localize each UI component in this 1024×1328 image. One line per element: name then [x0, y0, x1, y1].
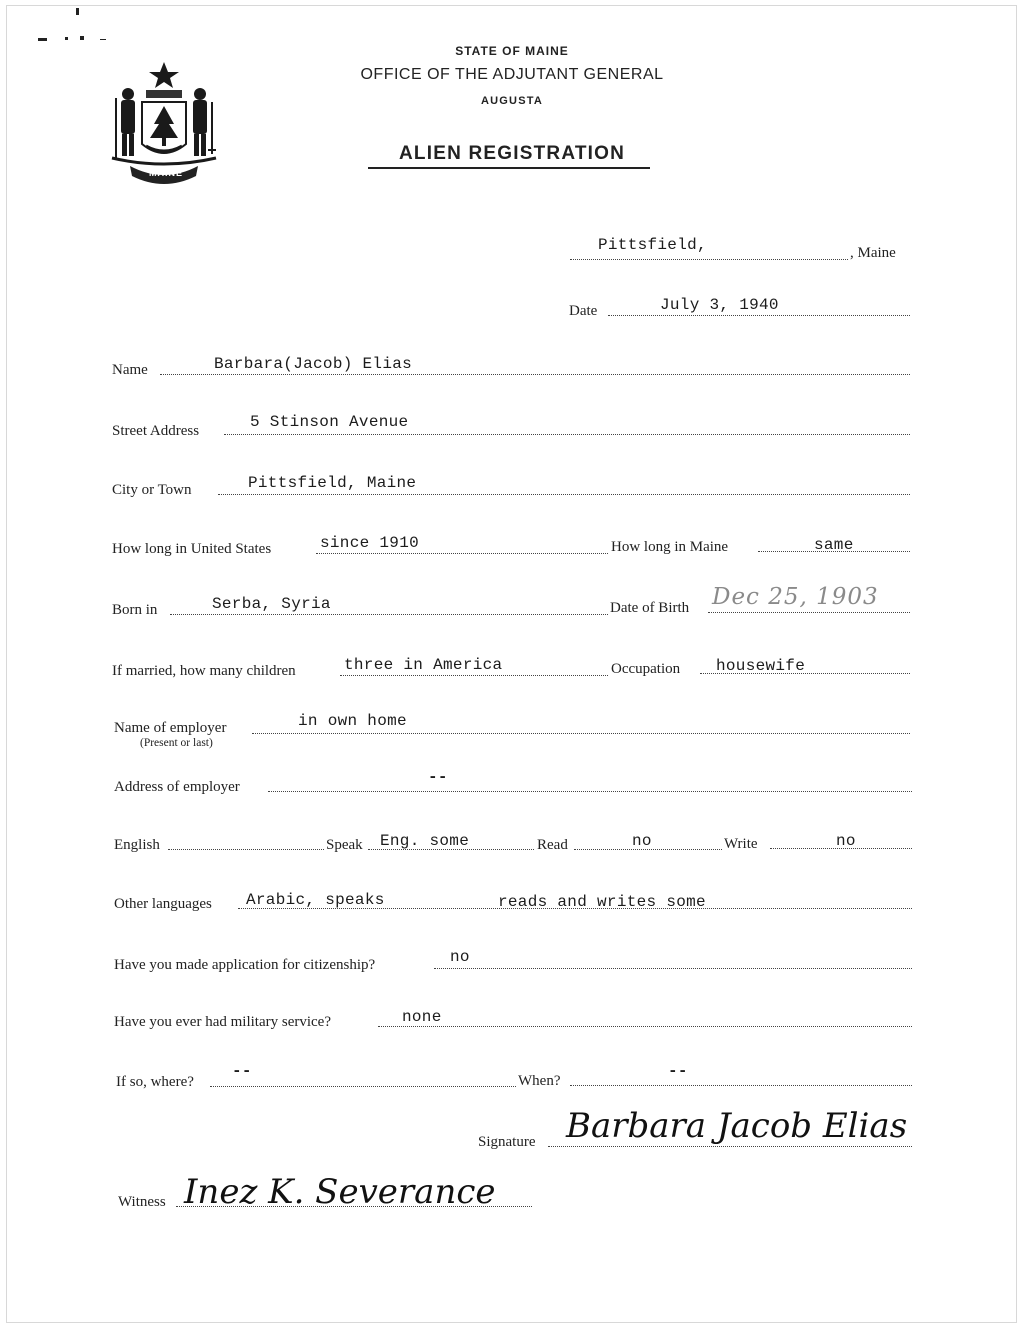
- name-label: Name: [112, 362, 148, 378]
- witness-label: Witness: [118, 1194, 166, 1210]
- header-state: STATE OF MAINE: [455, 44, 569, 58]
- header-city: AUGUSTA: [481, 95, 543, 107]
- when-value: --: [668, 1062, 688, 1080]
- speak-label: Speak: [326, 837, 363, 853]
- scan-speck: [76, 8, 79, 15]
- header-office: OFFICE OF THE ADJUTANT GENERAL: [360, 66, 664, 83]
- dob-value: Dec 25, 1903: [712, 584, 879, 610]
- read-value: no: [632, 832, 652, 850]
- city-value: Pittsfield, Maine: [248, 474, 417, 492]
- date-value: July 3, 1940: [660, 296, 779, 314]
- signature-label: Signature: [478, 1134, 536, 1150]
- signature-line: [548, 1146, 912, 1147]
- how-long-us-label: How long in United States: [112, 541, 272, 557]
- how-long-maine-value: same: [814, 536, 854, 554]
- dob-line: [708, 612, 910, 613]
- scan-speck: [100, 39, 106, 40]
- employer-address-value: --: [428, 768, 448, 786]
- how-long-us-value: since 1910: [320, 534, 420, 552]
- children-line: [340, 675, 608, 676]
- when-line: [570, 1085, 912, 1086]
- where-value: --: [232, 1062, 252, 1080]
- street-value: 5 Stinson Avenue: [250, 413, 409, 431]
- town-line: [570, 259, 848, 260]
- name-value: Barbara(Jacob) Elias: [214, 355, 413, 373]
- street-label: Street Address: [112, 423, 200, 439]
- children-value: three in America: [344, 656, 503, 674]
- witness-value: Inez K. Severance: [184, 1172, 496, 1212]
- signature-value: Barbara Jacob Elias: [566, 1106, 908, 1146]
- street-line: [224, 434, 910, 435]
- other-languages-value-2: reads and writes some: [498, 893, 706, 911]
- write-value: no: [836, 832, 856, 850]
- how-long-us-line: [316, 553, 608, 554]
- where-line: [210, 1086, 516, 1087]
- employer-address-line: [268, 791, 912, 792]
- how-long-maine-label: How long in Maine: [611, 539, 729, 555]
- employer-address-label: Address of employer: [114, 779, 240, 795]
- english-line: [168, 849, 324, 850]
- dob-label: Date of Birth: [610, 600, 690, 616]
- other-languages-label: Other languages: [114, 896, 212, 912]
- employer-sublabel: (Present or last): [140, 737, 213, 749]
- city-label: City or Town: [112, 482, 192, 498]
- citizenship-value: no: [450, 948, 470, 966]
- born-in-label: Born in: [112, 602, 158, 618]
- write-label: Write: [724, 836, 758, 852]
- employer-label: Name of employer: [114, 720, 227, 736]
- english-label: English: [114, 837, 160, 853]
- seal-banner-text: MAINE: [149, 168, 183, 178]
- speak-value: Eng. some: [380, 832, 470, 850]
- employer-line: [252, 733, 910, 734]
- military-value: none: [402, 1008, 442, 1026]
- where-label: If so, where?: [116, 1074, 194, 1090]
- military-line: [378, 1026, 912, 1027]
- city-line: [218, 494, 910, 495]
- maine-label: , Maine: [850, 245, 896, 261]
- born-in-line: [170, 614, 608, 615]
- town-value: Pittsfield,: [598, 236, 707, 254]
- name-line: [160, 374, 910, 375]
- occupation-value: housewife: [716, 657, 806, 675]
- citizenship-label: Have you made application for citizenship?: [114, 957, 376, 973]
- scan-speck: [38, 38, 47, 41]
- scan-speck: [80, 36, 84, 40]
- military-label: Have you ever had military service?: [114, 1014, 331, 1030]
- citizenship-line: [434, 968, 912, 969]
- when-label: When?: [518, 1073, 561, 1089]
- children-label: If married, how many children: [112, 663, 296, 679]
- employer-value: in own home: [298, 712, 407, 730]
- born-in-value: Serba, Syria: [212, 595, 331, 613]
- form-title: ALIEN REGISTRATION: [398, 143, 626, 164]
- date-label: Date: [569, 303, 598, 319]
- date-line: [608, 315, 910, 316]
- read-label: Read: [537, 837, 568, 853]
- scan-speck: [65, 37, 68, 40]
- title-underline: [368, 167, 650, 169]
- other-languages-value-1: Arabic, speaks: [246, 891, 385, 909]
- occupation-label: Occupation: [611, 661, 681, 677]
